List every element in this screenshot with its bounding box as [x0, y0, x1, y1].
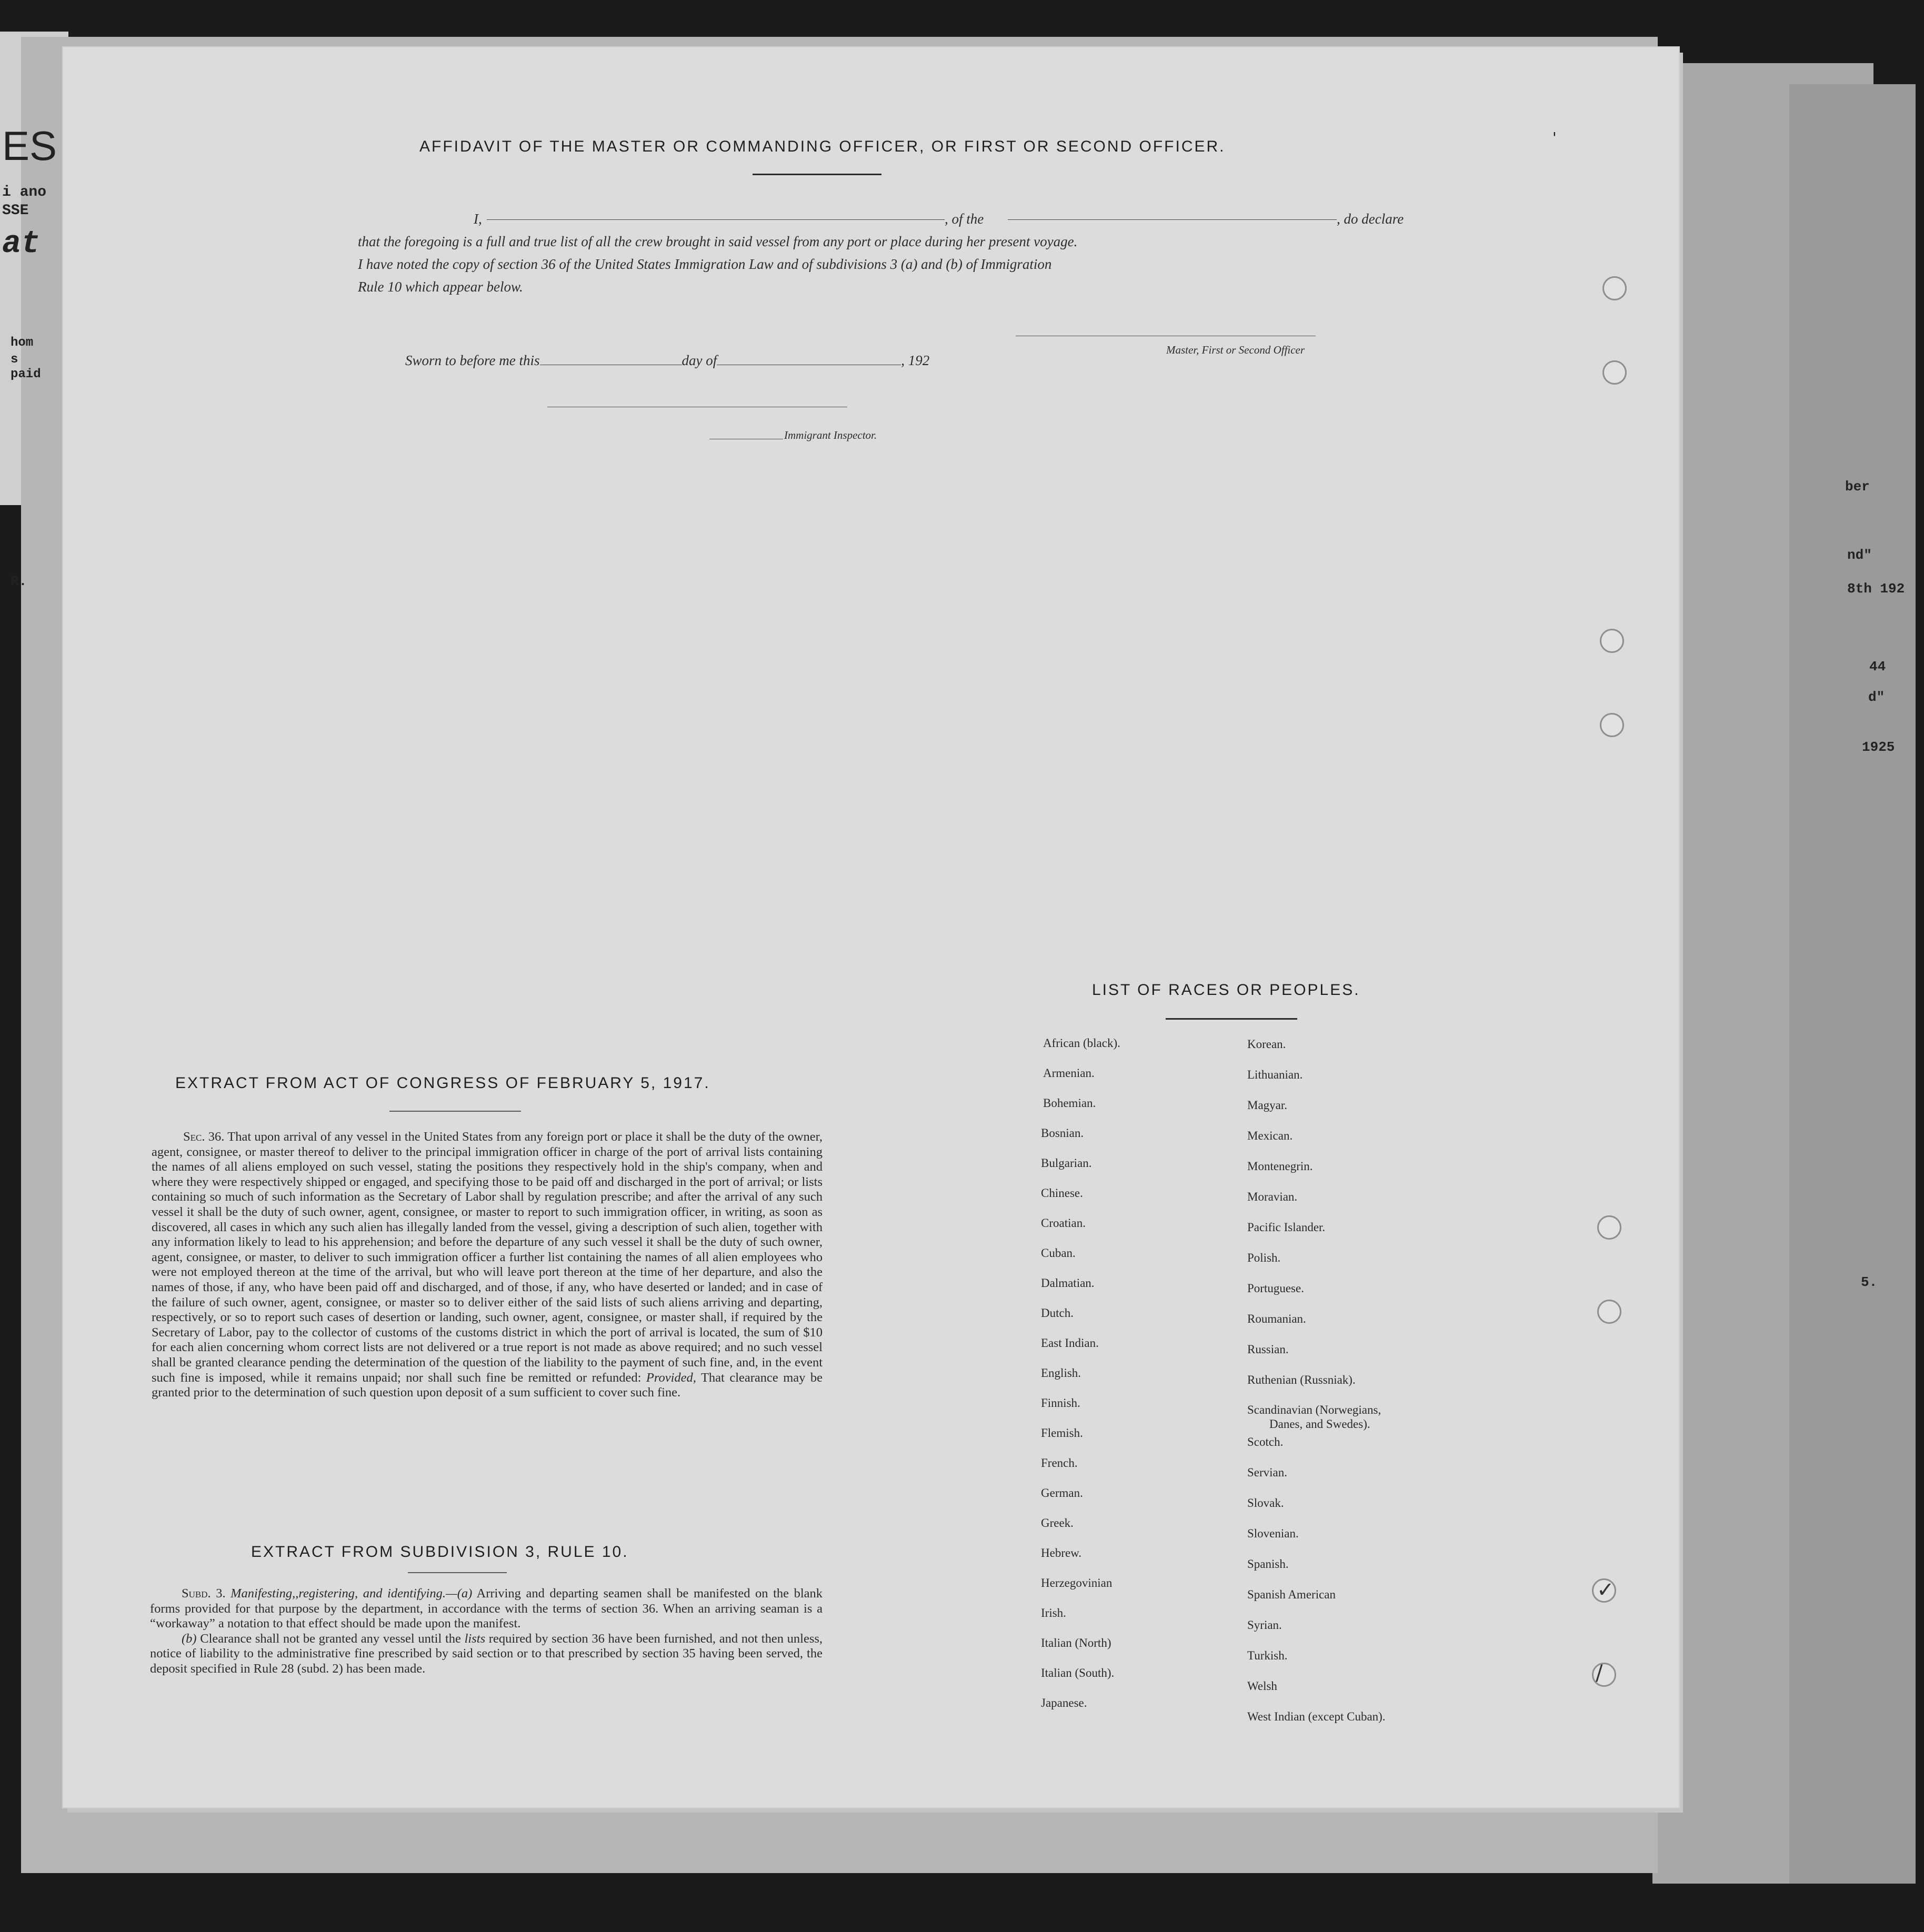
binder-hole [1602, 276, 1627, 300]
sworn-year: , 192 [901, 353, 930, 368]
race-item: Dutch. [1041, 1306, 1074, 1320]
edge-fragment-left: s [11, 353, 18, 367]
race-item: Danes, and Swedes). [1269, 1417, 1370, 1431]
edge-fragment-right: d" [1868, 689, 1885, 705]
race-item: Scandinavian (Norwegians, [1247, 1403, 1381, 1416]
race-item: Slovenian. [1247, 1527, 1299, 1540]
edge-fragment-right: nd" [1847, 547, 1872, 563]
race-item: Polish. [1247, 1251, 1281, 1264]
race-item: Russian. [1247, 1343, 1289, 1356]
document-page [63, 47, 1679, 1807]
race-item: West Indian (except Cuban). [1247, 1710, 1386, 1723]
slash-mark-icon: / [1596, 1661, 1603, 1685]
race-item: Spanish. [1247, 1557, 1289, 1571]
sworn-day-blank[interactable] [540, 353, 682, 365]
edge-fragment-left: ES [2, 123, 57, 169]
binder-hole [1592, 1578, 1616, 1603]
rule-extract-body [150, 1586, 823, 1677]
affidavit-I: I, [474, 211, 482, 227]
race-item: Bulgarian. [1041, 1156, 1092, 1170]
race-item: Lithuanian. [1247, 1068, 1303, 1081]
binder-hole [1597, 1300, 1621, 1324]
master-name-blank[interactable] [487, 208, 945, 220]
back-sheet-far-right [1789, 84, 1916, 1884]
race-item: Syrian. [1247, 1618, 1282, 1632]
race-item: Servian. [1247, 1466, 1288, 1479]
race-item: French. [1041, 1456, 1078, 1470]
race-item: Croatian. [1041, 1216, 1086, 1230]
check-mark-icon: ✓ [1597, 1578, 1615, 1602]
race-item: Portuguese. [1247, 1282, 1304, 1295]
race-item: German. [1041, 1486, 1083, 1500]
affidavit-line: that the foregoing is a full and true list of all the crew brought in said vessel from any port or place during her present voyage. [358, 234, 1078, 249]
section-label: Sec. 36. [183, 1130, 225, 1144]
race-item: Montenegrin. [1247, 1160, 1313, 1173]
races-title: LIST OF RACES OR PEOPLES. [1092, 981, 1360, 999]
race-item: Korean. [1247, 1038, 1286, 1051]
sworn-prefix: Sworn to before me this [405, 353, 540, 368]
race-item: Scotch. [1247, 1435, 1284, 1448]
act-extract-title: EXTRACT FROM ACT OF CONGRESS OF FEBRUARY 5, 1917. [175, 1074, 710, 1092]
race-item: Armenian. [1043, 1066, 1095, 1080]
edge-fragment-right: ber [1845, 479, 1870, 495]
race-item: Roumanian. [1247, 1312, 1306, 1325]
race-item: English. [1041, 1366, 1081, 1380]
race-item: Italian (North) [1041, 1636, 1111, 1649]
para-b-label: (b) [182, 1631, 197, 1646]
race-item: Herzegovinian [1041, 1576, 1113, 1589]
race-item: Spanish American [1247, 1588, 1336, 1601]
edge-fragment-right: 8th 192 [1847, 581, 1905, 597]
race-item: Mexican. [1247, 1129, 1293, 1142]
rule-title-underline [408, 1572, 507, 1573]
section-text: That upon arrival of any vessel in the United States from any foreign port or place it shall be the duty of the owner, agent, consignee, or master thereof to deliver to the principal immigration officer in charge of the port of arrival lists containing the names of all aliens employed on such vessel, stating the positions they respectively hold in the ship's company, when and where they were respectively shipped or engaged, and specifying those to be paid off and discharged in the port of arrival; or lists containing so much of such information as the Secretary of Labor shall by regulation prescribe; and after the arrival of any such vessel it shall be the duty of such owner, agent, consignee, or master to report to such immigration officer, in writing, as soon as discovered, all cases in which any such alien has illegally landed from the vessel, giving a description of such alien, together with any information likely to lead to his apprehension; and before the departure of any such vessel it shall be the duty of such owner, agent, consignee, or master, to deliver to such immigration officer a further list containing the names of all alien employees who were not employed thereon at the time of the arrival, but who will leave port thereon at the time of her departure, and also the names of those, if any, who have been paid off and discharged, and of those, if any, who have deserted or landed; and in case of the failure of such owner, agent, consignee, or master so to deliver either of the said lists of such aliens arriving and departing, respectively, or so to report such cases of desertion or landing, such owner, agent, consignee, or master shall, if required by the Secretary of Labor, pay to the collector of customs of the customs district in which the port of arrival is located, the sum of $10 for each alien concerning whom correct lists are not delivered or a true report is not made as above required; and no such vessel shall be granted clearance pending the determination of the question of the liability to the payment of such fine, and, in the event such fine is imposed, while it remains unpaid; nor shall such fine be remitted or refunded: [152, 1130, 823, 1385]
signature-caption: Master, First or Second Officer [1166, 344, 1305, 356]
affidavit-text [358, 208, 1405, 298]
subd-label: Subd. 3. [182, 1586, 226, 1601]
subd-heading: Manifesting,,registering, and identifying.—(a) [231, 1586, 473, 1601]
act-title-underline [389, 1111, 521, 1112]
act-extract-body [152, 1130, 823, 1401]
sworn-month-blank[interactable] [717, 353, 901, 365]
race-item: Irish. [1041, 1606, 1066, 1619]
binder-hole [1600, 713, 1624, 737]
para-b-text: Clearance shall not be granted any vessel until the [200, 1631, 461, 1646]
sworn-line [405, 353, 929, 369]
race-item: Welsh [1247, 1679, 1277, 1693]
race-item: Dalmatian. [1041, 1276, 1095, 1290]
edge-fragment-right: 5. [1861, 1274, 1878, 1290]
affidavit-line: I have noted the copy of section 36 of the United States Immigration Law and of subdivisions 3 (a) and (b) of Immigration [358, 256, 1052, 272]
edge-fragment-left: paid [11, 367, 41, 381]
section-text-end: That clearance may be granted prior to the determination of such question upon deposit of a sum sufficient to cover such fine. [152, 1370, 823, 1400]
race-item: Flemish. [1041, 1426, 1083, 1440]
edge-fragment-left: hom [11, 336, 34, 350]
affidavit-of-the: , of the [945, 211, 984, 227]
race-item: Ruthenian (Russniak). [1247, 1373, 1356, 1386]
race-item: Hebrew. [1041, 1546, 1082, 1559]
binder-hole [1592, 1663, 1616, 1687]
race-item: Bosnian. [1041, 1126, 1084, 1140]
race-item: Moravian. [1247, 1190, 1298, 1203]
binder-hole [1597, 1215, 1621, 1240]
edge-fragment-right: 44 [1869, 659, 1886, 675]
race-item: Bohemian. [1043, 1096, 1096, 1110]
race-item: East Indian. [1041, 1336, 1099, 1350]
race-item: Italian (South). [1041, 1666, 1115, 1679]
race-item: Greek. [1041, 1516, 1074, 1530]
edge-fragment-left: i ano [2, 184, 47, 200]
affidavit-line: Rule 10 which appear below. [358, 279, 523, 295]
race-item: Magyar. [1247, 1099, 1288, 1112]
para-a: Arriving and departing seamen shall be manifested on the blank forms provided for that purpose by the department, in accordance with the terms of section 36. When an arriving seaman is a “workaway” a notation to that effect should be made upon the manifest. [150, 1586, 823, 1631]
rule-extract-title: EXTRACT FROM SUBDIVISION 3, RULE 10. [251, 1543, 629, 1561]
affidavit-declare: , do declare [1337, 211, 1404, 227]
race-item: Turkish. [1247, 1649, 1288, 1662]
edge-fragment-left: SSE [2, 203, 29, 219]
para-b-text-end: required by section 36 have been furnished, and not then unless, notice of liability to the administrative fine prescribed by said section or to that prescribed by section 35 having been served, the deposit specified in Rule 28 (subd. 2) has been made. [150, 1631, 823, 1676]
inspector-caption: Immigrant Inspector. [784, 429, 877, 441]
race-item: Cuban. [1041, 1246, 1076, 1260]
affidavit-title: AFFIDAVIT OF THE MASTER OR COMMANDING OFFICER, OR FIRST OR SECOND OFFICER. [419, 138, 1226, 155]
binder-hole [1602, 360, 1627, 385]
vessel-name-blank[interactable] [1008, 208, 1337, 220]
edge-fragment-left: at [2, 226, 41, 262]
edge-fragment-left: R. [11, 573, 27, 589]
provided-label: Provided, [646, 1370, 696, 1385]
race-item: Chinese. [1041, 1186, 1083, 1200]
race-item: African (black). [1043, 1037, 1120, 1050]
races-title-underline [1166, 1018, 1297, 1020]
title-underline [753, 174, 881, 175]
lists-word: lists [464, 1631, 486, 1646]
race-item: Japanese. [1041, 1696, 1087, 1709]
race-item: Finnish. [1041, 1396, 1080, 1410]
sworn-day-of: day of [682, 353, 717, 368]
edge-fragment-right: 1925 [1862, 739, 1895, 755]
race-item: Pacific Islander. [1247, 1221, 1326, 1234]
race-item: Slovak. [1247, 1496, 1284, 1510]
binder-hole [1600, 629, 1624, 653]
tick-mark-icon: ' [1552, 129, 1557, 146]
